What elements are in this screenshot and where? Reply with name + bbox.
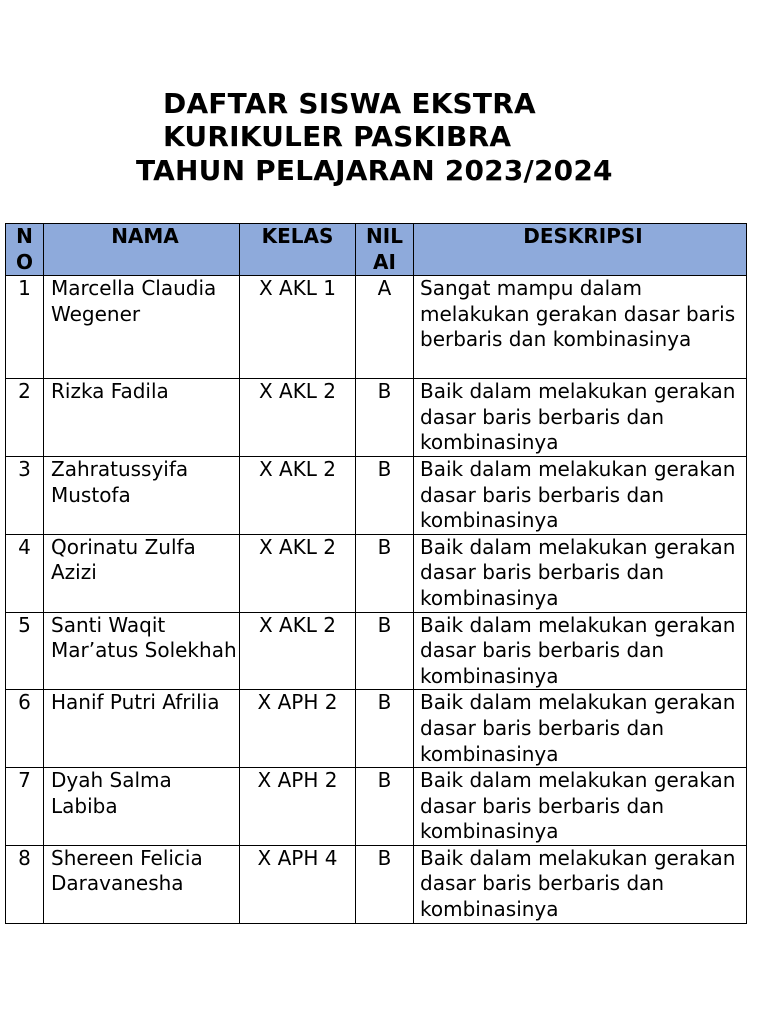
cell-nama: Qorinatu Zulfa Azizi [44, 534, 240, 612]
title-line-2: KURIKULER PASKIBRA [163, 120, 512, 153]
cell-kelas: X AKL 2 [240, 379, 356, 457]
table-row [6, 534, 747, 612]
title-line-3: TAHUN PELAJARAN 2023/2024 [136, 154, 613, 187]
cell-deskripsi: Baik dalam melakukan gerakan dasar baris berbaris dan kombinasinya [414, 456, 747, 534]
table-row [6, 276, 747, 379]
cell-nilai: B [356, 456, 414, 534]
cell-nama: Santi Waqit Mar’atus Solekhah [44, 612, 240, 690]
header-nilai [356, 224, 414, 276]
cell-kelas: X AKL 1 [240, 276, 356, 379]
cell-nilai: B [356, 534, 414, 612]
cell-kelas: X AKL 2 [240, 534, 356, 612]
table-row [6, 379, 747, 457]
cell-no: 5 [6, 612, 44, 690]
table-header-row [6, 224, 747, 276]
header-no [6, 224, 44, 276]
cell-nama: Shereen Felicia Daravanesha [44, 845, 240, 923]
cell-no: 6 [6, 690, 44, 768]
cell-deskripsi: Baik dalam melakukan gerakan dasar baris berbaris dan kombinasinya [414, 845, 747, 923]
cell-deskripsi: Baik dalam melakukan gerakan dasar baris berbaris dan kombinasinya [414, 534, 747, 612]
cell-no: 7 [6, 768, 44, 846]
cell-kelas: X AKL 2 [240, 456, 356, 534]
cell-nilai: B [356, 690, 414, 768]
cell-deskripsi: Baik dalam melakukan gerakan dasar baris berbaris dan kombinasinya [414, 768, 747, 846]
table-row [6, 690, 747, 768]
cell-kelas: X APH 2 [240, 768, 356, 846]
cell-nilai: B [356, 845, 414, 923]
cell-no: 8 [6, 845, 44, 923]
header-nilai-label: NILAI [366, 224, 403, 274]
cell-no: 3 [6, 456, 44, 534]
table-row [6, 456, 747, 534]
cell-nilai: B [356, 379, 414, 457]
cell-nilai: B [356, 612, 414, 690]
table-row [6, 768, 747, 846]
cell-nama: Zahratussyifa Mustofa [44, 456, 240, 534]
title-line-1: DAFTAR SISWA EKSTRA [163, 87, 536, 120]
header-deskripsi: DESKRIPSI [414, 224, 747, 276]
cell-deskripsi: Baik dalam melakukan gerakan dasar baris berbaris dan kombinasinya [414, 612, 747, 690]
cell-kelas: X APH 4 [240, 845, 356, 923]
table-row [6, 612, 747, 690]
cell-deskripsi: Baik dalam melakukan gerakan dasar baris berbaris dan kombinasinya [414, 379, 747, 457]
cell-nilai: B [356, 768, 414, 846]
cell-kelas: X AKL 2 [240, 612, 356, 690]
cell-nama: Hanif Putri Afrilia [44, 690, 240, 768]
student-table [5, 223, 747, 924]
cell-nama: Dyah Salma Labiba [44, 768, 240, 846]
header-no-label: NO [15, 224, 33, 274]
cell-nilai: A [356, 276, 414, 379]
table-row [6, 845, 747, 923]
cell-kelas: X APH 2 [240, 690, 356, 768]
cell-no: 1 [6, 276, 44, 379]
cell-no: 4 [6, 534, 44, 612]
cell-deskripsi: Baik dalam melakukan gerakan dasar baris berbaris dan kombinasinya [414, 690, 747, 768]
cell-nama: Marcella Claudia Wegener [44, 276, 240, 379]
cell-nama: Rizka Fadila [44, 379, 240, 457]
header-nama: NAMA [44, 224, 240, 276]
header-kelas: KELAS [240, 224, 356, 276]
cell-deskripsi: Sangat mampu dalam melakukan gerakan dasar baris berbaris dan kombinasinya [414, 276, 747, 379]
cell-no: 2 [6, 379, 44, 457]
